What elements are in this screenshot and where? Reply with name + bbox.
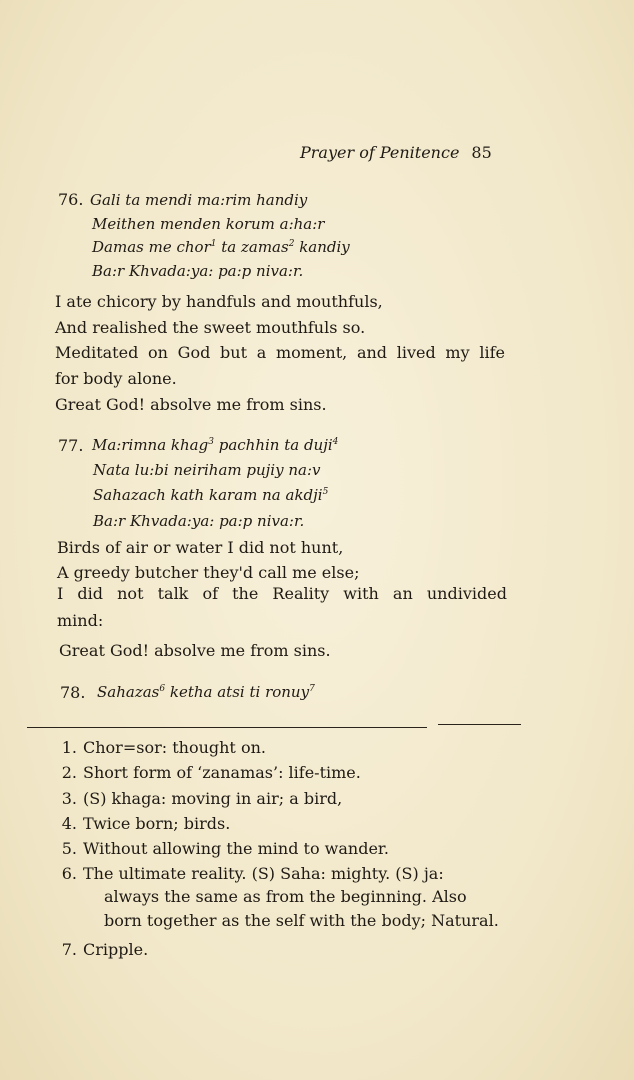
footnote-rule-right	[438, 724, 521, 725]
kashmiri-line: Sahazach kath karam na akdji$^5$	[93, 486, 329, 504]
footnote-ref: 3	[208, 437, 214, 447]
footnote: 1. Chor=sor: thought on.	[61, 738, 266, 757]
verse-number: 78.	[60, 683, 86, 702]
footnote-continuation: born together as the self with the body; Natural.	[104, 911, 499, 930]
kashmiri-line: Meithen menden korum a:ha:r	[92, 215, 325, 233]
kashmiri-line: Damas me chor$^1$ ta zamas$^2$ kandiy	[92, 238, 350, 256]
translation-line: Birds of air or water I did not hunt,	[57, 538, 344, 557]
footnote: 6. The ultimate reality. (S) Saha: mighty. (S) ja:	[61, 864, 444, 883]
translation-line: A greedy butcher they'd call me else;	[57, 563, 360, 582]
footnote-ref: 2	[288, 239, 295, 249]
kashmiri-line: Ma:rimna khag$^3$ pachhin ta duji$^4$	[92, 436, 339, 454]
translation-line: I ate chicory by handfuls and mouthfuls,	[55, 292, 383, 311]
footnote-ref: 4	[332, 437, 339, 447]
footnote-ref: 5	[322, 487, 329, 497]
footnote-rule	[27, 727, 427, 728]
footnote: 5. Without allowing the mind to wander.	[61, 839, 389, 858]
kashmiri-line: Ba:r Khvada:ya: pa:p niva:r.	[93, 512, 305, 530]
translation-line: Meditated on God but a moment, and lived my life	[55, 343, 505, 362]
footnote: 3. (S) khaga: moving in air; a bird,	[61, 789, 343, 808]
translation-line: I did not talk of the Reality with an undivided	[57, 584, 507, 603]
kashmiri-line: Nata lu:bi neiriham pujiy na:v	[93, 461, 321, 479]
footnote: 7. Cripple.	[61, 940, 149, 959]
footnote: 4. Twice born; birds.	[61, 814, 231, 833]
footnote-continuation: always the same as from the beginning. Also	[104, 887, 467, 906]
kashmiri-line: Sahazas$^6$ ketha atsi ti ronuy$^7$	[97, 683, 315, 701]
footnote-ref: 7	[309, 684, 315, 694]
verse-number: 76.	[58, 190, 84, 209]
translation-line: And realished the sweet mouthfuls so.	[55, 318, 366, 337]
footnote: 2. Short form of ‘zanamas’: life-time.	[61, 763, 361, 782]
translation-line: Great God! absolve me from sins.	[55, 395, 327, 414]
chapter-title: Prayer of Penitence	[300, 143, 460, 162]
kashmiri-line: Ba:r Khvada:ya: pa:p niva:r.	[92, 262, 304, 280]
translation-line: mind:	[57, 611, 104, 630]
translation-line: for body alone.	[55, 369, 177, 388]
verse-number: 77.	[58, 436, 84, 455]
footnote-ref: 1	[210, 239, 217, 249]
running-header	[300, 143, 492, 162]
page-number: 85	[471, 143, 492, 162]
translation-line: Great God! absolve me from sins.	[59, 641, 331, 660]
footnote-ref: 6	[159, 684, 166, 694]
kashmiri-line: Gali ta mendi ma:rim handiy	[90, 191, 308, 209]
